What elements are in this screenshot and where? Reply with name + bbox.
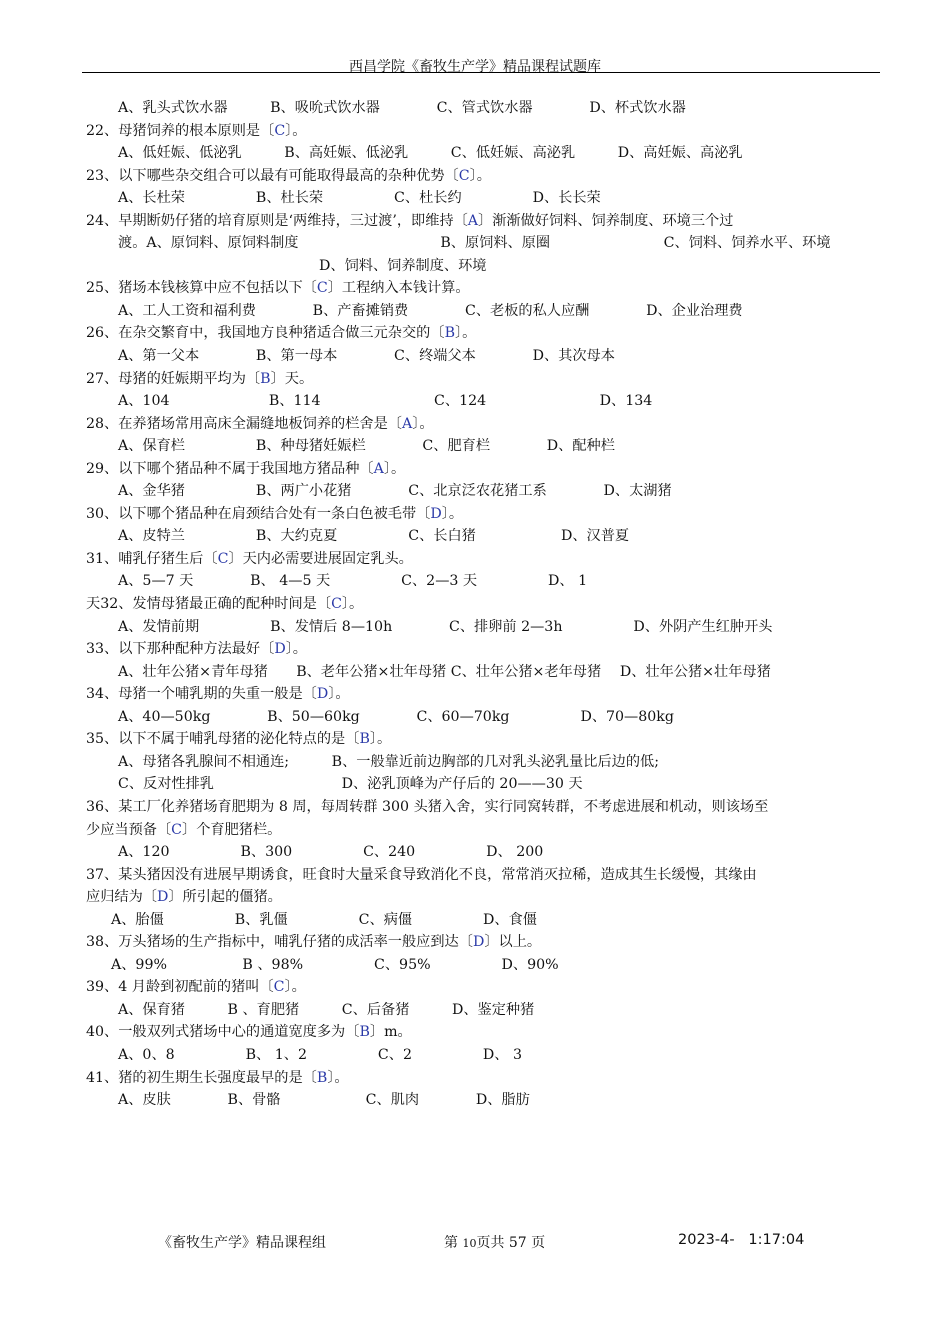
line-text-after: 〕。	[383, 460, 406, 477]
line-text: 渡。A、原饲料、原饲料制度 B、原饲料、原圈 C、饲料、饲养水平、环境	[118, 235, 831, 252]
answer-letter: C	[217, 550, 229, 567]
text-line	[86, 931, 886, 954]
line-text-after: 〕。	[285, 641, 307, 658]
text-line	[86, 728, 886, 751]
line-text: 40、一般双列式猪场中心的通道宽度多为〔	[86, 1024, 360, 1041]
footer-course-group: 《畜牧生产学》精品课程组	[158, 1235, 326, 1251]
line-text-after: 〕所引起的僵猪。	[168, 889, 282, 906]
text-line	[86, 142, 886, 165]
text-line	[86, 796, 886, 819]
answer-letter: B	[359, 1024, 370, 1041]
text-line	[86, 480, 886, 503]
text-line	[86, 593, 886, 616]
line-text: 22、母猪饲养的根本原则是〔	[86, 122, 275, 139]
text-line	[86, 413, 886, 436]
line-text: 31、哺乳仔猪生后〔	[86, 550, 218, 567]
text-line	[86, 909, 886, 932]
text-line	[86, 683, 886, 706]
line-text-after: 〕。	[455, 325, 477, 342]
line-text: 41、猪的初生期生长强度最早的是〔	[86, 1069, 317, 1086]
line-text: A、保育栏 B、种母猪妊娠栏 C、肥育栏 D、配种栏	[118, 438, 615, 455]
line-text: D、饲料、饲养制度、环境	[319, 257, 487, 274]
line-text: 27、母猪的妊娠期平均为〔	[86, 370, 261, 387]
text-line	[86, 435, 886, 458]
answer-letter: D	[274, 641, 286, 658]
answer-letter: A	[373, 460, 384, 477]
text-line	[86, 458, 886, 481]
line-text: 34、母猪一个哺乳期的失重一般是〔	[86, 686, 317, 703]
text-line	[86, 1089, 886, 1112]
line-text: A、104 B、114 C、124 D、134	[118, 393, 653, 410]
line-text: 25、猪场本钱核算中应不包括以下〔	[86, 280, 317, 297]
line-text: A、胎僵 B、乳僵 C、病僵 D、食僵	[111, 911, 537, 928]
text-line	[86, 886, 886, 909]
answer-letter: D	[156, 889, 169, 906]
answer-letter: A	[467, 212, 479, 229]
line-text-after: 〕以上。	[484, 934, 542, 951]
line-text: 30、以下哪个猪品种在肩颈结合处有一条白色被毛带〔	[86, 505, 431, 522]
text-line	[86, 954, 886, 977]
line-text: A、40—50kg B、50—60kg C、60—70kg D、70—80kg	[118, 708, 674, 725]
text-line	[86, 864, 886, 887]
text-line	[86, 368, 886, 391]
text-line	[86, 503, 886, 526]
line-text-after: 〕。	[369, 731, 392, 748]
line-text: 33、以下那种配种方法最好〔	[86, 641, 275, 658]
text-line	[86, 277, 886, 300]
text-line	[86, 120, 886, 143]
line-text: 39、4 月龄到初配前的猪叫〔	[86, 979, 274, 996]
footer-date: 2023-4-	[678, 1232, 735, 1248]
text-line	[86, 616, 886, 639]
text-line	[86, 255, 886, 278]
text-line	[86, 999, 886, 1022]
text-line	[86, 751, 886, 774]
line-text: 26、在杂交繁育中，我国地方良种猪适合做三元杂交的〔	[86, 325, 445, 342]
answer-letter: D	[316, 686, 329, 703]
line-text: A、乳头式饮水器 B、吸吮式饮水器 C、管式饮水器 D、杯式饮水器	[118, 100, 686, 116]
text-line	[86, 525, 886, 548]
answer-letter: B	[316, 1069, 328, 1086]
line-text: A、低妊娠、低泌乳 B、高妊娠、低泌乳 C、低妊娠、高泌乳 D、高妊娠、高泌乳	[118, 145, 743, 162]
line-text: A、5—7 天 B、 4—5 天 C、2—3 天 D、 1	[118, 573, 588, 590]
line-text-after: 〕。	[328, 686, 350, 703]
footer-timestamp	[678, 1232, 804, 1248]
answer-letter: A	[402, 415, 413, 432]
line-text: A、皮特兰 B、大约克夏 C、长白猪 D、汉普夏	[118, 528, 630, 545]
line-text: A、母猪各乳腺间不相通连; B、一般靠近前边胸部的几对乳头泌乳量比后边的低;	[118, 753, 659, 770]
line-text: A、金华猪 B、两广小花猪 C、北京泛农花猪工系 D、太湖猪	[118, 483, 672, 500]
line-text-after: 〕渐渐做好饲料、饲养制度、环境三个过	[478, 212, 734, 229]
text-line	[86, 232, 886, 255]
answer-letter: C	[331, 596, 342, 613]
text-line	[86, 548, 886, 571]
line-text: A、壮年公猪×青年母猪 B、老年公猪×壮年母猪 C、壮年公猪×老年母猪 D、壮年公猪×壮年母猪	[118, 663, 771, 680]
line-text: A、保育猪 B 、育肥猪 C、后备猪 D、鉴定种猪	[118, 1001, 535, 1018]
line-text-after: 〕。	[285, 122, 307, 139]
text-line	[86, 706, 886, 729]
line-text: 应归结为〔	[86, 889, 157, 906]
page-header: 西昌学院《畜牧生产学》精品课程试题库	[349, 59, 601, 75]
text-line	[86, 661, 886, 684]
footer-page-number	[444, 1232, 545, 1252]
page-prefix: 第	[444, 1235, 463, 1251]
line-text-after: 〕。	[341, 596, 364, 613]
answer-letter: C	[316, 280, 328, 297]
text-line	[86, 165, 886, 188]
header-divider	[82, 72, 880, 73]
text-line	[86, 300, 886, 323]
line-text-after: 〕。	[284, 979, 306, 996]
line-text-after: 〕。	[469, 167, 491, 184]
text-line	[86, 210, 886, 233]
line-text-after: 〕天。	[270, 370, 314, 387]
line-text: A、120 B、300 C、240 D、 200	[118, 844, 544, 861]
text-line	[86, 97, 886, 120]
page-total: 页共 57 页	[476, 1235, 546, 1251]
line-text: 38、万头猪场的生产指标中，哺乳仔猪的成活率一般应到达〔	[86, 934, 473, 951]
line-text: A、皮肤 B、骨骼 C、肌肉 D、脂肪	[118, 1092, 530, 1109]
line-text-after: 〕工程纳入本钱计算。	[327, 280, 470, 297]
text-line	[86, 773, 886, 796]
answer-letter: C	[274, 122, 286, 139]
line-text: A、99% B 、98% C、95% D、90%	[111, 956, 559, 973]
line-text: A、发情前期 B、发情后 8—10h C、排卵前 2—3h D、外阴产生红肿开头	[118, 618, 773, 635]
line-text: A、工人工资和福利费 B、产畜摊销费 C、老板的私人应酬 D、企业治理费	[118, 302, 743, 319]
line-text: 少应当预备〔	[86, 821, 172, 838]
line-text: C、反对性排乳 D、泌乳顶峰为产仔后的 20——30 天	[118, 776, 583, 793]
answer-letter: D	[430, 505, 442, 522]
text-line	[86, 1067, 886, 1090]
text-line	[86, 322, 886, 345]
text-line	[86, 638, 886, 661]
answer-letter: B	[260, 370, 271, 387]
answer-letter: B	[444, 325, 455, 342]
line-text: 天32、发情母猪最正确的配种时间是〔	[86, 596, 332, 613]
line-text: 28、在养猪场常用高床全漏缝地板饲养的栏舍是〔	[86, 415, 402, 432]
text-line	[86, 1044, 886, 1067]
text-line	[86, 1021, 886, 1044]
text-line	[86, 819, 886, 842]
text-line	[86, 187, 886, 210]
line-text-after: 〕。	[327, 1069, 349, 1086]
answer-letter: C	[458, 167, 470, 184]
answer-letter: C	[273, 979, 285, 996]
line-text: A、长杜荣 B、杜长荣 C、杜长约 D、长长荣	[118, 190, 601, 207]
line-text-after: 〕m。	[369, 1024, 412, 1041]
text-line	[86, 345, 886, 368]
page-current: 10	[462, 1237, 477, 1250]
line-text: A、0、8 B、 1、2 C、2 D、 3	[118, 1046, 523, 1063]
question-list	[86, 97, 886, 1112]
line-text: 29、以下哪个猪品种不属于我国地方猪品种〔	[86, 460, 374, 477]
answer-letter: D	[472, 934, 485, 951]
line-text: 37、某头猪因没有进展早期诱食，旺食时大量采食导致消化不良，常常消灭拉稀，造成其生长缓慢，其缘由	[86, 866, 757, 883]
line-text: 24、早期断奶仔猪的培育原则是‘两维持，三过渡’，即维持〔	[86, 212, 468, 229]
text-line	[86, 841, 886, 864]
text-line	[86, 570, 886, 593]
line-text-after: 〕。	[412, 415, 434, 432]
text-line	[86, 390, 886, 413]
line-text-after: 〕。	[441, 505, 464, 522]
line-text-after: 〕天内必需要进展固定乳头。	[228, 550, 413, 567]
line-text: 23、以下哪些杂交组合可以最有可能取得最高的杂种优势〔	[86, 167, 459, 184]
line-text-after: 〕个育肥猪栏。	[182, 821, 282, 838]
line-text: A、第一父本 B、第一母本 C、终端父本 D、其次母本	[118, 348, 615, 365]
line-text: 36、某工厂化养猪场育肥期为 8 周，每周转群 300 头猪入舍，实行同窝转群，不考虑进展和机动，则该场至	[86, 798, 769, 815]
line-text: 35、以下不属于哺乳母猪的泌化特点的是〔	[86, 731, 360, 748]
answer-letter: B	[359, 731, 370, 748]
footer-time: 1:17:04	[748, 1232, 805, 1248]
answer-letter: C	[171, 821, 182, 838]
text-line	[86, 976, 886, 999]
